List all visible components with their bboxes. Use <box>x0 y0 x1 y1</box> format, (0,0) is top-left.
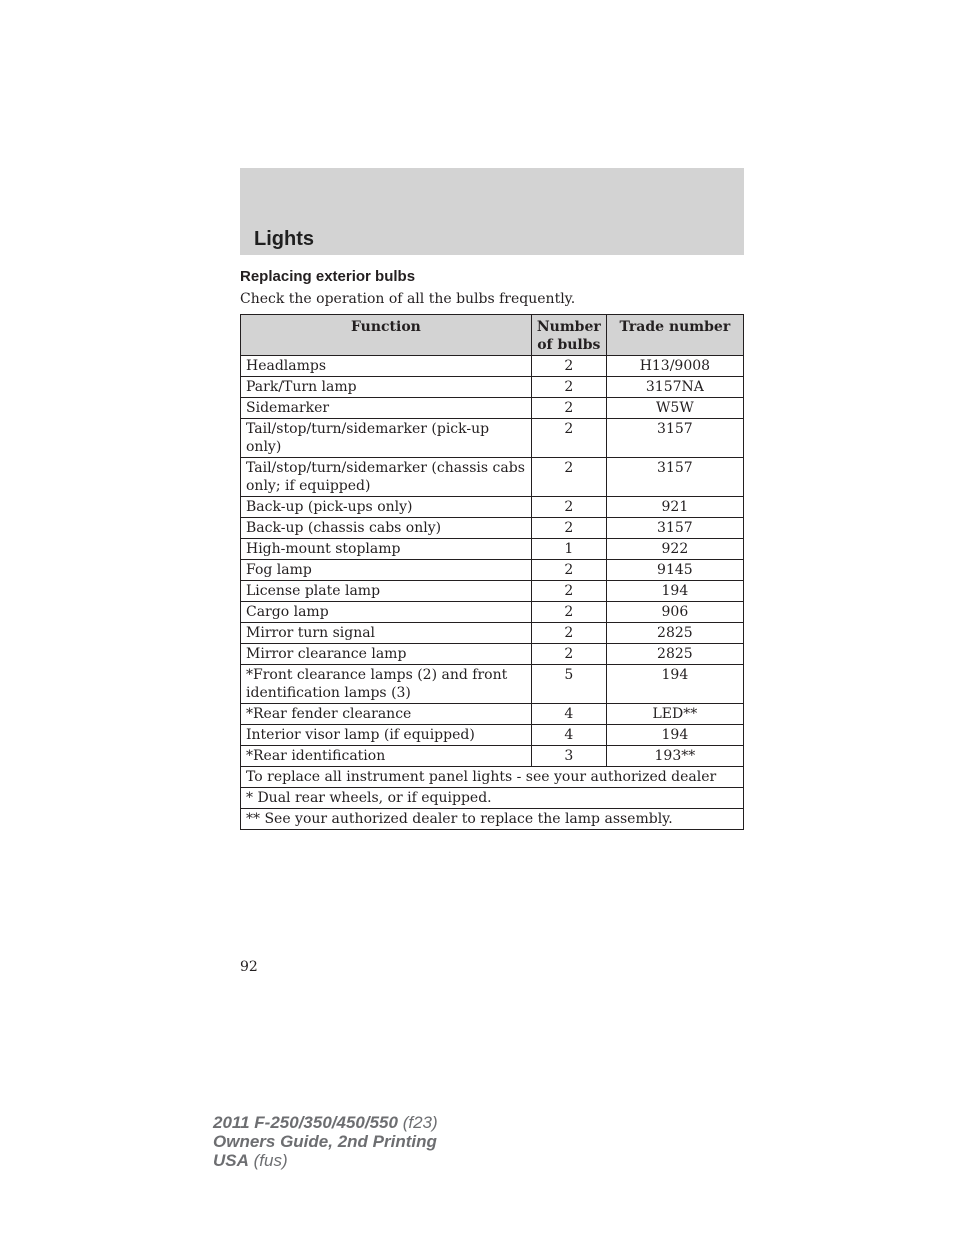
cell-number-of-bulbs: 2 <box>531 377 606 398</box>
cell-trade-number: 906 <box>606 602 743 623</box>
cell-function: *Rear identification <box>241 746 532 767</box>
table-row <box>241 497 744 518</box>
section-title: Lights <box>254 228 314 250</box>
table-row <box>241 398 744 419</box>
page-number: 92 <box>240 959 258 975</box>
footer-market: USA <box>213 1151 249 1170</box>
table-row <box>241 746 744 767</box>
table-row <box>241 356 744 377</box>
cell-trade-number: 193** <box>606 746 743 767</box>
cell-number-of-bulbs: 2 <box>531 497 606 518</box>
cell-function: Mirror turn signal <box>241 623 532 644</box>
bulb-table <box>240 314 744 830</box>
header-number-of-bulbs <box>531 315 606 356</box>
table-row <box>241 665 744 704</box>
table-row <box>241 602 744 623</box>
table-note-row <box>241 788 744 809</box>
cell-number-of-bulbs: 2 <box>531 602 606 623</box>
table-row <box>241 518 744 539</box>
cell-function: Headlamps <box>241 356 532 377</box>
cell-trade-number: 3157 <box>606 458 743 497</box>
table-row <box>241 419 744 458</box>
intro-text: Check the operation of all the bulbs frequently. <box>240 291 576 307</box>
table-note-row <box>241 767 744 788</box>
cell-number-of-bulbs: 4 <box>531 704 606 725</box>
cell-trade-number: 921 <box>606 497 743 518</box>
footer-market-code: (fus) <box>253 1151 288 1170</box>
cell-function: Interior visor lamp (if equipped) <box>241 725 532 746</box>
footer-model-code: (f23) <box>402 1113 438 1132</box>
cell-function: *Front clearance lamps (2) and front identification lamps (3) <box>241 665 532 704</box>
table-note-row <box>241 809 744 830</box>
cell-function: License plate lamp <box>241 581 532 602</box>
cell-trade-number: 2825 <box>606 644 743 665</box>
cell-number-of-bulbs: 2 <box>531 623 606 644</box>
cell-number-of-bulbs: 1 <box>531 539 606 560</box>
cell-function: Tail/stop/turn/sidemarker (pick-up only) <box>241 419 532 458</box>
cell-function: Cargo lamp <box>241 602 532 623</box>
footer-line-1 <box>213 1113 438 1132</box>
cell-trade-number: 194 <box>606 665 743 704</box>
table-row <box>241 725 744 746</box>
table-row <box>241 539 744 560</box>
table-row <box>241 458 744 497</box>
header-number-line1: Number <box>536 319 601 335</box>
cell-function: Back-up (chassis cabs only) <box>241 518 532 539</box>
header-trade-number: Trade number <box>606 315 743 356</box>
cell-trade-number: 3157 <box>606 518 743 539</box>
cell-trade-number: LED** <box>606 704 743 725</box>
header-function: Function <box>241 315 532 356</box>
footer-line-2 <box>213 1132 438 1151</box>
cell-trade-number: 3157 <box>606 419 743 458</box>
cell-trade-number: 194 <box>606 725 743 746</box>
cell-function: Back-up (pick-ups only) <box>241 497 532 518</box>
footer-model: 2011 F-250/350/450/550 <box>213 1113 398 1132</box>
cell-trade-number: 922 <box>606 539 743 560</box>
cell-number-of-bulbs: 2 <box>531 458 606 497</box>
subheading: Replacing exterior bulbs <box>240 268 416 285</box>
cell-trade-number: 2825 <box>606 623 743 644</box>
cell-number-of-bulbs: 2 <box>531 560 606 581</box>
table-row <box>241 581 744 602</box>
table-header-row <box>241 315 744 356</box>
cell-number-of-bulbs: 2 <box>531 644 606 665</box>
cell-trade-number: 9145 <box>606 560 743 581</box>
cell-number-of-bulbs: 2 <box>531 581 606 602</box>
cell-function: *Rear fender clearance <box>241 704 532 725</box>
cell-function: High-mount stoplamp <box>241 539 532 560</box>
footer-edition: Owners Guide, 2nd Printing <box>213 1132 437 1151</box>
table-note: To replace all instrument panel lights - see your authorized dealer <box>241 767 744 788</box>
cell-number-of-bulbs: 2 <box>531 419 606 458</box>
cell-number-of-bulbs: 5 <box>531 665 606 704</box>
footer-line-3 <box>213 1151 438 1170</box>
cell-number-of-bulbs: 3 <box>531 746 606 767</box>
table-note: ** See your authorized dealer to replace the lamp assembly. <box>241 809 744 830</box>
table-body <box>241 356 744 830</box>
cell-function: Park/Turn lamp <box>241 377 532 398</box>
cell-function: Fog lamp <box>241 560 532 581</box>
cell-number-of-bulbs: 2 <box>531 518 606 539</box>
cell-function: Sidemarker <box>241 398 532 419</box>
table-note: * Dual rear wheels, or if equipped. <box>241 788 744 809</box>
cell-trade-number: 194 <box>606 581 743 602</box>
cell-number-of-bulbs: 2 <box>531 356 606 377</box>
section-header-band <box>240 168 744 255</box>
table-row <box>241 644 744 665</box>
table-row <box>241 623 744 644</box>
cell-trade-number: H13/9008 <box>606 356 743 377</box>
cell-number-of-bulbs: 2 <box>531 398 606 419</box>
cell-function: Tail/stop/turn/sidemarker (chassis cabs only; if equipped) <box>241 458 532 497</box>
table-row <box>241 377 744 398</box>
footer <box>213 1113 438 1170</box>
table-row <box>241 704 744 725</box>
cell-function: Mirror clearance lamp <box>241 644 532 665</box>
cell-number-of-bulbs: 4 <box>531 725 606 746</box>
cell-trade-number: W5W <box>606 398 743 419</box>
header-number-line2: of bulbs <box>537 337 601 353</box>
table-row <box>241 560 744 581</box>
cell-trade-number: 3157NA <box>606 377 743 398</box>
